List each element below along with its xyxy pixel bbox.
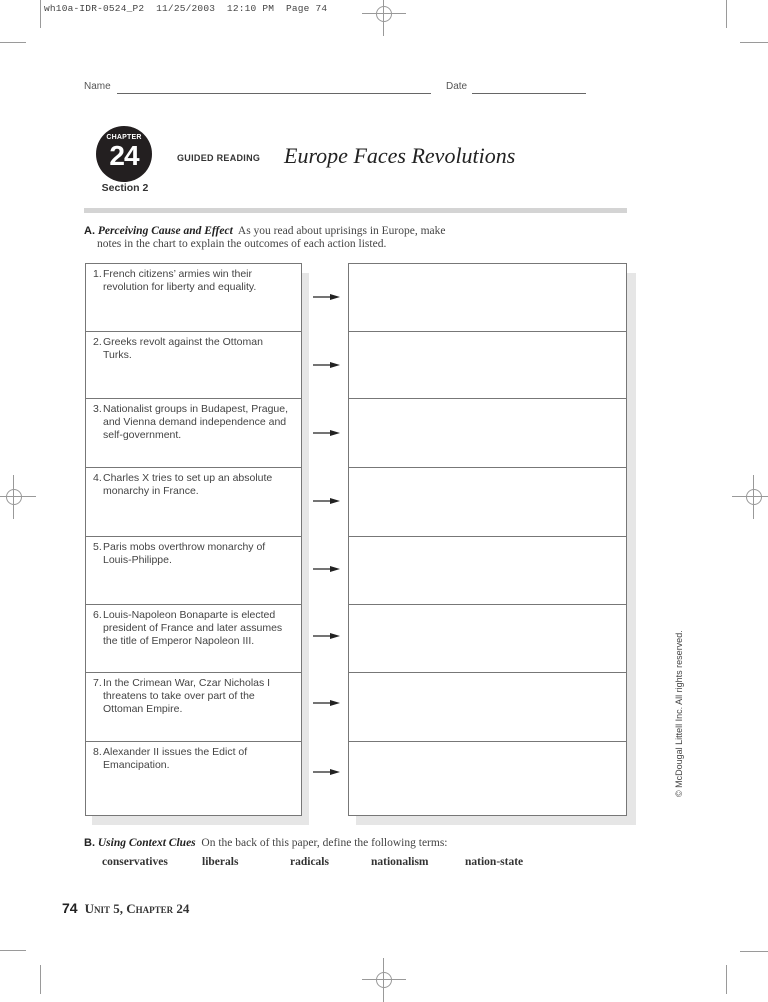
cause-cell-5: 5. Paris mobs overthrow monarchy of Louis-Philippe. — [86, 536, 301, 605]
cause-text: In the Crimean War, Czar Nicholas I threatens to take over part of the Ottoman Empire. — [103, 677, 271, 715]
term-conservatives: conservatives — [102, 856, 168, 868]
effect-cell-6[interactable] — [349, 604, 626, 673]
part-a-text-line1: As you read about uprisings in Europe, make — [237, 225, 446, 237]
part-a-letter: A. — [84, 225, 95, 237]
cause-cell-2: 2. Greeks revolt against the Ottoman Turks. — [86, 331, 301, 400]
arrow-right-icon — [313, 293, 340, 301]
header-divider — [84, 208, 627, 213]
arrow-right-icon — [313, 768, 340, 776]
crop-mark — [0, 950, 26, 951]
term-nationalism: nationalism — [371, 856, 429, 868]
cause-cell-6: 6. Louis-Napoleon Bonaparte is elected president of France and later assumes the title of Emperor Napoleon III. — [86, 604, 301, 673]
registration-mark-icon — [732, 475, 768, 519]
crop-mark — [740, 951, 768, 952]
arrow-right-icon — [313, 699, 340, 707]
effect-cell-5[interactable] — [349, 536, 626, 605]
crop-mark — [40, 0, 41, 28]
cause-column — [85, 263, 302, 816]
arrow-right-icon — [313, 497, 340, 505]
cause-text: Charles X tries to set up an absolute monarchy in France. — [103, 472, 273, 497]
effect-cell-8[interactable] — [349, 741, 626, 816]
arrow-right-icon — [313, 361, 340, 369]
term-nation-state: nation-state — [465, 856, 524, 868]
cause-cell-1: 1. French citizens’ armies win their revolution for liberty and equality. — [86, 264, 301, 332]
chapter-label: CHAPTER — [106, 134, 142, 141]
crop-mark — [740, 42, 768, 43]
chapter-number: 24 — [109, 140, 139, 171]
cause-text: Alexander II issues the Edict of Emancipation. — [103, 746, 248, 771]
part-a-text-line2: notes in the chart to explain the outcomes of each action listed. — [97, 238, 387, 250]
page-number: 74 — [62, 900, 78, 916]
effect-cell-2[interactable] — [349, 331, 626, 400]
term-radicals: radicals — [290, 856, 329, 868]
guided-reading-label: GUIDED READING — [177, 153, 261, 163]
term-liberals: liberals — [202, 856, 239, 868]
copyright-notice: © McDougal Littell Inc. All rights reserved. — [674, 630, 684, 797]
crop-mark — [0, 42, 26, 43]
cause-text: Nationalist groups in Budapest, Prague, and Vienna demand independence and self-government. — [103, 403, 289, 441]
chapter-badge — [96, 126, 152, 182]
arrow-right-icon — [313, 632, 340, 640]
effect-cell-3[interactable] — [349, 398, 626, 467]
crop-mark — [40, 965, 41, 994]
cause-cell-7: 7. In the Crimean War, Czar Nicholas I threatens to take over part of the Ottoman Empire. — [86, 672, 301, 741]
date-field[interactable] — [472, 93, 586, 94]
registration-mark-icon — [0, 475, 36, 519]
effect-cell-1[interactable] — [349, 264, 626, 332]
page-footer — [62, 900, 189, 917]
section-label: Section 2 — [101, 182, 149, 194]
crop-mark — [726, 0, 727, 28]
part-b-instructions — [84, 837, 448, 849]
arrow-right-icon — [313, 565, 340, 573]
name-field[interactable] — [117, 93, 431, 94]
cause-text: Paris mobs overthrow monarchy of Louis-Philippe. — [103, 541, 266, 566]
date-label: Date — [446, 81, 468, 92]
registration-mark-icon — [362, 958, 406, 1002]
name-label: Name — [84, 81, 111, 92]
part-b-text: On the back of this paper, define the following terms: — [201, 837, 448, 849]
effect-cell-7[interactable] — [349, 672, 626, 741]
cause-cell-3: 3. Nationalist groups in Budapest, Prague, and Vienna demand independence and self-government. — [86, 398, 301, 467]
part-a-instructions — [84, 225, 544, 251]
cause-text: French citizens’ armies win their revolution for liberty and equality. — [103, 268, 257, 293]
part-b-letter: B. — [84, 837, 95, 849]
cause-text: Greeks revolt against the Ottoman Turks. — [103, 336, 263, 361]
unit-chapter-label: Unit 5, Chapter 24 — [84, 901, 190, 916]
arrow-right-icon — [313, 429, 340, 437]
cause-cell-8: 8. Alexander II issues the Edict of Emancipation. — [86, 741, 301, 816]
registration-mark-icon — [362, 0, 406, 36]
crop-mark — [726, 965, 727, 994]
cause-cell-4: 4. Charles X tries to set up an absolute monarchy in France. — [86, 467, 301, 536]
cause-text: Louis-Napoleon Bonaparte is elected president of France and later assumes the title of Emperor Napoleon III. — [103, 609, 283, 647]
page-title: Europe Faces Revolutions — [284, 143, 516, 168]
effect-column — [348, 263, 627, 816]
part-b-heading: Using Context Clues — [97, 837, 196, 849]
print-slug: wh10a-IDR-0524_P2 11/25/2003 12:10 PM Page 74 — [44, 3, 328, 14]
effect-cell-4[interactable] — [349, 467, 626, 536]
part-a-heading: Perceiving Cause and Effect — [97, 225, 233, 237]
